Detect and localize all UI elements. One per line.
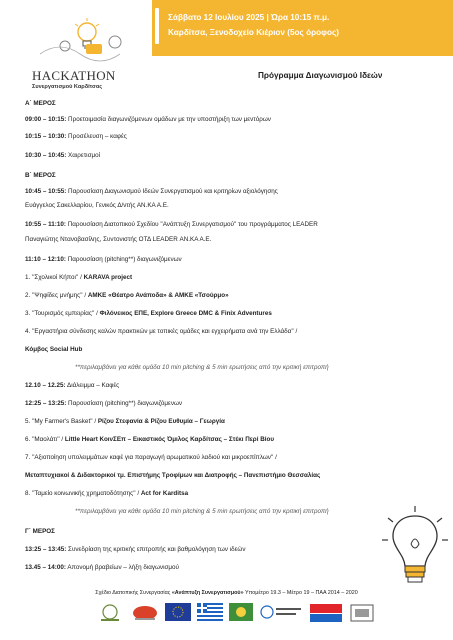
footer-project-name: «Ανάπτυξη Συνεργατισμού» [171,590,244,596]
agenda-time: 12.10 – 12.25: [25,382,66,389]
event-info-banner [152,0,453,56]
hackathon-logo [20,20,130,90]
agenda-text: Προσέλευση – καφές [66,133,127,140]
pitch-item [25,328,297,336]
agenda-time: 10:15 – 10:30: [25,133,67,140]
logo-subtitle: Συνεργατισμού Καρδίτσας [32,84,103,90]
agenda-text: Προετοιμασία διαγωνιζόμενων ομάδων με την υποστήριξη των μεντόρων [66,116,271,123]
pitch-item [25,310,272,318]
pitch-title: 1. ''Σχολικοί Κήποι'' / [25,274,84,281]
espa-logo-icon [309,603,343,623]
pitch-team: KARAVA project [83,274,133,281]
agenda-text: Απονομή βραβείων – λήξη διαγωνισμού [65,564,179,571]
agenda-speaker: Ευάγγελος Σακελλαρίου, Γενικός Δ/ντής ΑΝ.ΚΑ Α.Ε. [25,202,169,209]
pitch-team: Act for Karditsa [140,490,189,497]
agenda-time: 09:00 – 10:15: [25,116,67,123]
pitch-item [25,490,188,498]
agenda-speaker: Παναγιώτης Ντανοβασίλης, Συντονιστής ΟΤΔ LEADER ΑΝ.ΚΑ Α.Ε. [25,236,212,243]
leader-logo-icon [229,603,253,623]
section-a-heading: Α΄ ΜΕΡΟΣ [25,100,56,107]
pitch-title: 7. ''Αξιοποίηση υπολειμμάτων καφέ για παραγωγή αρωματικού λαδιού και μικροεπίπλων'' / [25,454,277,461]
agenda-item [25,221,318,229]
pitch-title: 4. ''Εργαστήρια σύνδεσης καλών πρακτικών με τοπικές ομάδες και εγχειρήματα ανά την Ελλάδα'' / [25,328,298,335]
footer-project-note [0,590,453,596]
agenda-text: Χαιρετισμοί [66,152,100,159]
pitch-item [25,292,229,300]
footer-text: Σχέδιο Διατοπικής Συνεργασίας [95,590,172,596]
section-c-heading: Γ΄ ΜΕΡΟΣ [25,528,55,535]
pitch-team: Μεταπτυχιακοί & Διδακτορικοί τμ. Επιστήμης Τροφίμων και Διατροφής – Πανεπιστήμιο Θεσσαλίας [25,472,321,479]
ministry-logo-icon [259,603,303,623]
pitch-team: Little Heart ΚοινΣΕπ – Εικαστικός Όμιλος Καρδίτσας – Στέκι Περί Βίου [64,436,274,443]
greek-flag-icon [197,603,223,623]
agenda-item [25,152,100,160]
pitch-title: 3. ''Τουρισμός εμπειρίας'' / [25,310,100,317]
agenda-item [25,382,119,390]
pitching-note: **περιλαμβάνει για κάθε ομάδα 10 min pitching & 5 min ερωτήσεις από την κριτική επιτροπή [75,364,329,371]
agenda-time: 13.45 – 14:00: [25,564,66,571]
partner-logo-icon [349,603,375,623]
pitch-title: 8. ''Ταμείο κοινωνικής χρηματοδότησης'' / [25,490,141,497]
pitch-title: 2. ''Ψηφίδες μνήμης'' / [25,292,88,299]
agenda-item [25,256,182,264]
pitch-item [25,454,277,462]
agenda-item [25,188,278,196]
agenda-text: Διάλειμμα – Καφές [65,382,120,389]
logo-graphic-icon [20,20,130,66]
agenda-item [25,400,182,408]
agenda-item [25,546,245,554]
agenda-time: 10:45 – 10:55: [25,188,67,195]
agenda-text: Παρουσίαση (pitching**) διαγωνιζόμενων [66,400,183,407]
logo-brand-text: HACKATHON [32,68,116,83]
partner-logo-icon [95,603,125,623]
event-date-time: Σάββατο 12 Ιουλίου 2025 | Ώρα 10:15 π.μ. [168,13,330,22]
pitch-team: Φιλόνεικος ΕΠΕ, Explore Greece DMC & Finix Adventures [99,310,272,317]
pitch-item [25,274,132,282]
footer-text: Υπομέτρο 19.3 – Μέτρο 19 – ΠΑΑ 2014 – 2020 [243,590,358,596]
agenda-item [25,116,271,124]
agenda-item [25,133,127,141]
event-location: Καρδίτσα, Ξενοδοχείο Κιέριον (5ος όροφος) [168,28,339,37]
partner-logo-icon [131,603,159,623]
program-title: Πρόγραμμα Διαγωνισμού Ιδεών [258,71,383,80]
agenda-time: 10:55 – 11:10: [25,221,66,228]
sponsor-logos [95,603,375,625]
pitch-item [25,436,274,444]
banner-divider [155,8,159,44]
section-b-heading: Β΄ ΜΕΡΟΣ [25,172,56,179]
pitching-note: **περιλαμβάνει για κάθε ομάδα 10 min pitching & 5 min ερωτήσεις από την κριτική επιτροπή [75,508,329,515]
pitch-team: ΑΜΚΕ «Θέατρο Ανάποδα» & ΑΜΚΕ «Τσούρμο» [87,292,229,299]
agenda-item [25,564,179,572]
agenda-time: 13:25 – 13:45: [25,546,67,553]
agenda-time: 11:10 – 12:10: [25,256,66,263]
agenda-text: Παρουσίαση Διαγωνισμού Ιδεών Συνεργατισμού και κριτηρίων αξιολόγησης [66,188,278,195]
eu-flag-icon [165,603,191,623]
pitch-title: 6. ''Μαολάτι'' / [25,436,65,443]
pitch-team: Ρίζου Στεφανία & Ρίζου Ευθυμία – Γεωργία [97,418,225,425]
agenda-time: 10:30 – 10:45: [25,152,67,159]
pitch-title: 5. ''My Farmer's Basket'' / [25,418,98,425]
lightbulb-illustration-icon [380,504,450,594]
agenda-text: Συνεδρίαση της κριτικής επιτροπής και βαθμολόγηση των ιδεών [66,546,246,553]
pitch-team: Κόμβος Social Hub [25,346,83,353]
agenda-text: Παρουσίαση (pitching**) διαγωνιζόμενων [65,256,182,263]
agenda-text: Παρουσίαση Διατοπικού Σχεδίου ''Ανάπτυξη Συνεργατισμού'' του προγράμματος LEADER [65,221,318,228]
agenda-time: 12:25 – 13:25: [25,400,67,407]
pitch-item [25,418,225,426]
